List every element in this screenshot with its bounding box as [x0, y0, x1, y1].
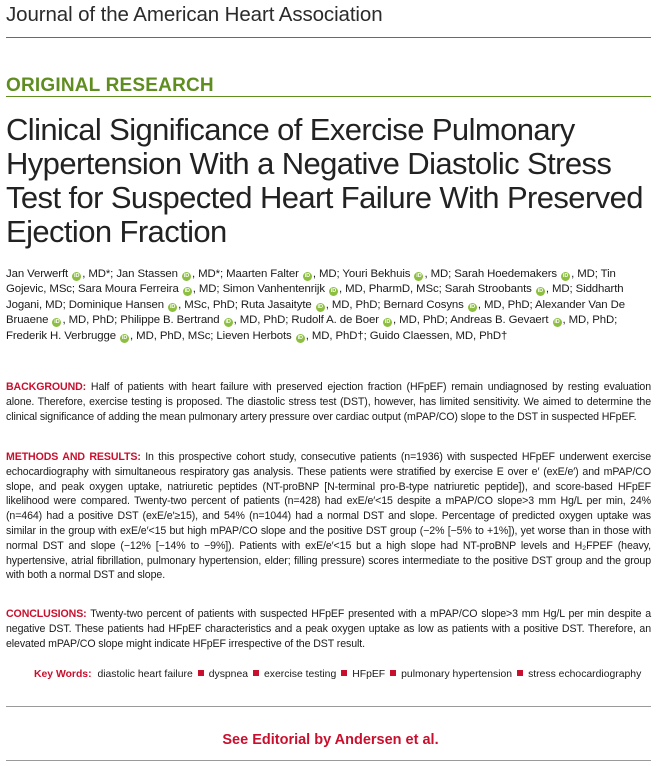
author-name: Andreas B. Gevaert: [450, 314, 549, 327]
author-credentials: , MD, PhD;: [325, 298, 384, 311]
author-credentials: , MD;: [38, 298, 69, 311]
author-credentials: , MD, PharmD, MSc;: [339, 283, 445, 296]
keyword-separator-icon: [341, 670, 347, 676]
orcid-icon[interactable]: iD: [54, 319, 60, 326]
author-credentials: , MD;: [545, 283, 576, 296]
author-name: Rudolf A. de Boer: [291, 314, 379, 327]
article-title: Clinical Significance of Exercise Pulmonary Hypertension With a Negative Diastolic Stress Test for Suspected Heart Failure With Preserved Ejection Fraction: [6, 112, 643, 249]
background-text: Half of patients with heart failure with preserved ejection fraction (HFpEF) remain undiagnosed by resting evaluation alone. Therefore, exercise testing is proposed. The diastolic stress test (DST), however, has limited sensitivity. We aimed to determine the clinical significance of adding the mean pulmonary artery pressure over cardiac output (mPAP/CO) slope to the DST in suspected HFpEF.: [6, 381, 652, 423]
orcid-icon[interactable]: iD: [469, 303, 475, 310]
author-name: Siddharth Jogani: [6, 283, 624, 311]
author-list: [6, 267, 651, 344]
author-credentials: , MD*;: [191, 268, 227, 280]
abstract-background: [6, 380, 651, 424]
orcid-icon[interactable]: iD: [225, 319, 231, 326]
abstract-conclusions: [6, 607, 651, 651]
author-name: Dominique Hansen: [68, 298, 165, 311]
keyword-separator-icon: [253, 670, 259, 676]
conclusions-heading: CONCLUSIONS:: [6, 608, 87, 620]
author-name: Alexander Van De Bruaene: [6, 298, 625, 327]
conclusions-text: Twenty-two percent of patients with suspected HFpEF presented with a mPAP/CO slope>3 mm Hg/L per min despite a negative DST. These patients had HFpEF characteristics and a peak oxygen uptake as low as patients with a positive DST. Therefore, an elevated mPAP/CO slope might indicate HFpEF irrespective of the DST result.: [6, 608, 651, 650]
author-name: Philippe B. Bertrand: [120, 314, 220, 327]
author-name: Simon Vanhentenrijk: [222, 283, 325, 296]
author-credentials: , MD, PhD, MSc;: [130, 329, 217, 342]
keyword-separator-icon: [198, 670, 204, 676]
author-credentials: , MSc, PhD;: [178, 298, 241, 311]
abstract-methods: [6, 450, 651, 583]
orcid-icon[interactable]: iD: [304, 273, 310, 279]
orcid-icon[interactable]: iD: [562, 273, 569, 279]
keyword[interactable]: exercise testing: [264, 669, 337, 680]
orcid-icon[interactable]: iD: [384, 319, 391, 326]
section-label: ORIGINAL RESEARCH: [6, 75, 214, 96]
author-credentials: , MD, PhD;: [233, 314, 292, 327]
author-credentials: , MSc;: [43, 283, 79, 296]
footer-divider: [6, 760, 651, 761]
orcid-icon[interactable]: iD: [416, 273, 422, 279]
author-credentials: , MD*;: [82, 268, 117, 280]
orcid-icon[interactable]: iD: [537, 288, 544, 295]
orcid-icon[interactable]: iD: [74, 273, 80, 279]
author-name: Jan Stassen: [116, 268, 178, 280]
orcid-icon[interactable]: iD: [184, 288, 190, 295]
author-name: Youri Bekhuis: [342, 268, 411, 280]
journal-name: Journal of the American Heart Association: [6, 3, 383, 26]
keywords: [34, 669, 641, 680]
orcid-icon[interactable]: iD: [183, 273, 190, 279]
methods-text: In this prospective cohort study, consecutive patients (n=1936) with suspected HFpEF underwent exercise echocardiography with simultaneous respiratory gas analysis. These patients were stratified by exercise E over e′ (exE/e′) and mPAP/CO slope, and peak oxygen uptake, natriuretic peptides (NT-proBNP [N-terminal pro-B-type natriuretic peptide]), and score-based HFpEF likelihood were compared. Twenty-two percent of patients (n=428) had exE/e′<15 despite a mPAP/CO slope>3 mm Hg/L per min, 24% (n=464) had a positive DST (exE/e′≥15), and 54% (n=1044) had a normal DST and slope. Percentage of predicted oxygen uptake was similar in the group with exE/e′<15 but high mPAP/CO slope and the positive DST group (−2% [−5% to +1%]), yet worse than in those with normal DST and slope (−12% [−14% to −9%]). Patients with exE/e′<15 but a high slope had NT-proBNP levels and H₂FPEF (heavy, hypertensive, atrial fibrillation, pulmonary hypertension, elder; filling pressure) scores intermediate to the positive DST group and the group with both a normal DST and slope.: [6, 451, 651, 582]
author-credentials: , MD, PhD;: [62, 314, 121, 327]
author-name: Frederik H. Verbrugge: [6, 329, 116, 342]
orcid-icon[interactable]: iD: [330, 288, 337, 295]
orcid-icon[interactable]: iD: [297, 334, 303, 341]
header-divider: [6, 37, 651, 38]
author-name: Guido Claessen: [369, 329, 450, 342]
keyword-separator-icon: [517, 670, 523, 676]
author-name: Bernard Cosyns: [383, 298, 464, 311]
background-heading: BACKGROUND:: [6, 381, 87, 393]
section-divider: [6, 96, 651, 97]
author-credentials: , MD;: [424, 268, 455, 280]
author-credentials: , MD;: [571, 268, 601, 280]
author-credentials: , MD, PhD;: [393, 314, 451, 327]
orcid-icon[interactable]: iD: [121, 334, 128, 341]
author-credentials: , MD, PhD;: [562, 314, 618, 327]
author-credentials: , MD, PhD†: [449, 329, 508, 342]
author-credentials: , MD;: [192, 283, 223, 296]
keyword[interactable]: diastolic heart failure: [97, 669, 193, 680]
author-name: Jan Verwerft: [6, 268, 69, 280]
author-credentials: , MD, PhD;: [477, 298, 535, 311]
author-name: Lieven Herbots: [216, 329, 292, 342]
author-credentials: , MD;: [312, 268, 343, 280]
orcid-icon[interactable]: iD: [554, 319, 560, 326]
author-name: Maarten Falter: [226, 268, 299, 280]
keywords-heading: Key Words:: [34, 669, 92, 680]
keyword[interactable]: dyspnea: [208, 669, 249, 680]
author-name: Sarah Hoedemakers: [454, 268, 557, 280]
orcid-icon[interactable]: iD: [169, 303, 176, 310]
orcid-icon[interactable]: iD: [317, 303, 323, 310]
author-name: Ruta Jasaityte: [240, 298, 312, 311]
author-name: Tin Gojevic: [6, 268, 616, 296]
keyword[interactable]: stress echocardiography: [528, 669, 642, 680]
keyword[interactable]: HFpEF: [352, 669, 386, 680]
keyword[interactable]: pulmonary hypertension: [401, 669, 513, 680]
author-name: Sarah Stroobants: [444, 283, 532, 296]
editorial-link[interactable]: See Editorial by Andersen et al.: [222, 732, 439, 748]
author-credentials: , MD, PhD†;: [305, 329, 370, 342]
author-name: Sara Moura Ferreira: [78, 283, 179, 296]
methods-heading: METHODS AND RESULTS:: [6, 451, 141, 463]
abstract-divider: [6, 706, 651, 707]
keyword-separator-icon: [390, 670, 396, 676]
